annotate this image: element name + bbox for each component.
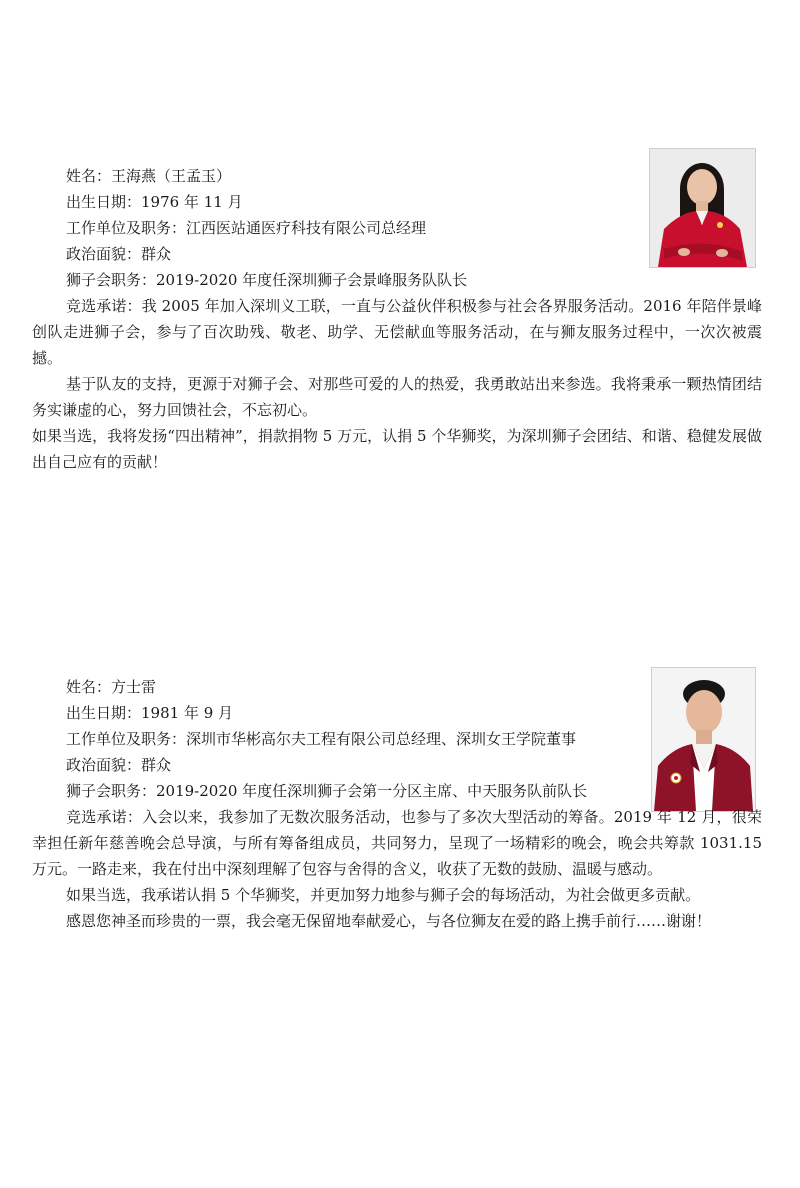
candidate-1-motivation: 基于队友的支持，更源于对狮子会、对那些可爱的人的热爱，我勇敢站出来参选。我将秉承一颗热情团结务实谦虚的心，努力回馈社会，不忘初心。 [32,375,762,419]
candidate-1-commitment: 如果当选，我将发扬“四出精神”，捐款捐物 5 万元，认捐 5 个华狮奖，为深圳狮子会团结、和谐、稳健发展做出自己应有的贡献！ [32,427,762,471]
candidate-1-politics: 政治面貌：群众 [66,245,172,263]
candidate-1-lions-role: 狮子会职务：2019-2020 年度任深圳狮子会景峰服务队队长 [66,271,468,289]
candidate-1-work: 工作单位及职务：江西医站通医疗科技有限公司总经理 [66,219,427,237]
candidate-1-section [32,163,762,475]
candidate-2-lions-role: 狮子会职务：2019-2020 年度任深圳狮子会第一分区主席、中天服务队前队长 [66,782,588,800]
candidate-1-pledge: 竞选承诺：我 2005 年加入深圳义工联，一直与公益伙伴积极参与社会各界服务活动。2016 年陪伴景峰创队走进狮子会，参与了百次助残、敬老、助学、无偿献血等服务活动，在与狮友服务过程中，一次次被震撼。 [32,297,762,367]
candidate-2-work: 工作单位及职务：深圳市华彬高尔夫工程有限公司总经理、深圳女王学院董事 [66,730,577,748]
candidate-1-name: 姓名：王海燕（王孟玉） [66,167,232,185]
candidate-1-birth: 出生日期：1976 年 11 月 [66,193,243,211]
candidate-2-politics: 政治面貌：群众 [66,756,172,774]
candidate-2-pledge: 竞选承诺：入会以来，我参加了无数次服务活动，也参与了多次大型活动的筹备。2019 年 12 月，很荣幸担任新年慈善晚会总导演，与所有筹备组成员，共同努力，呈现了一场精彩的晚会，晚会共筹款 1031.15 万元。一路走来，我在付出中深刻理解了包容与舍得的含义，收获了无数的鼓励、温暖与感动。 [32,808,762,878]
candidate-2-birth: 出生日期：1981 年 9 月 [66,704,234,722]
candidate-2-thanks: 感恩您神圣而珍贵的一票，我会毫无保留地奉献爱心，与各位狮友在爱的路上携手前行……谢谢！ [66,912,712,930]
candidate-2-name: 姓名：方士雷 [66,678,157,696]
candidate-2-section [32,674,762,934]
candidate-2-commitment: 如果当选，我承诺认捐 5 个华狮奖，并更加努力地参与狮子会的每场活动，为社会做更多贡献。 [66,886,701,904]
